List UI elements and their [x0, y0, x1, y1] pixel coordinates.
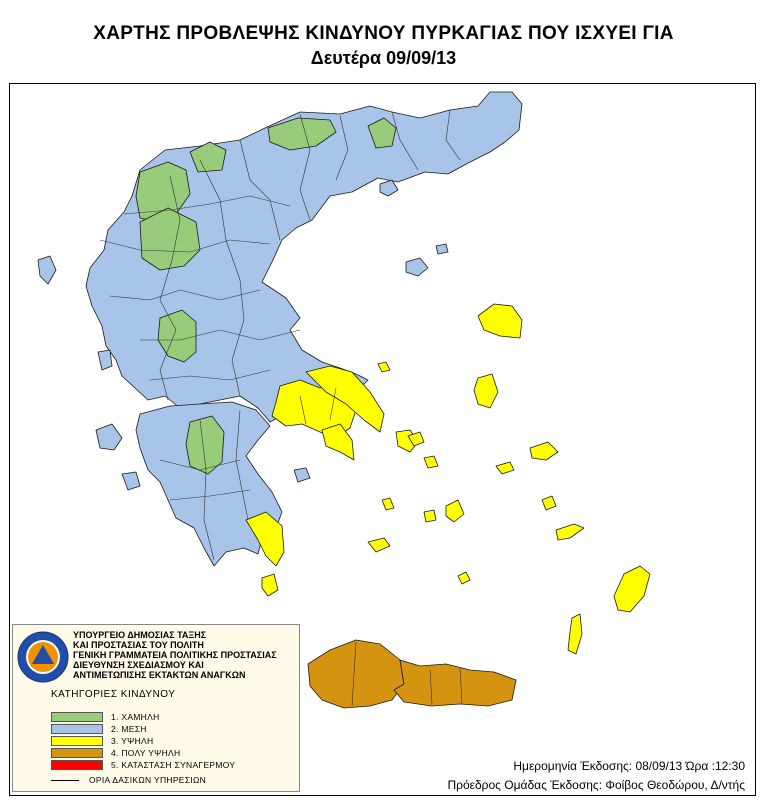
category-label: 4. ΠΟΛΥ ΥΨΗΛΗ [111, 747, 181, 758]
island-thasos [380, 180, 398, 196]
swatch-high [51, 736, 103, 746]
island-chios [474, 374, 498, 408]
categories-title: ΚΑΤΗΓΟΡΙΕΣ ΚΙΝΔΥΝΟΥ [51, 689, 176, 700]
island-kefalonia [96, 424, 122, 450]
island-rhodes [614, 566, 650, 612]
category-label: 1. ΧΑΜΗΛΗ [111, 711, 160, 722]
swatch-very-high [51, 748, 103, 758]
category-medium [51, 723, 147, 734]
island-aegina [294, 468, 310, 482]
category-label: 5. ΚΑΤΑΣΤΑΣΗ ΣΥΝΑΓΕΡΜΟΥ [111, 759, 236, 770]
swatch-medium [51, 724, 103, 734]
ministry-line: ΥΠΟΥΡΓΕΙΟ ΔΗΜΟΣΙΑΣ ΤΑΞΗΣ [73, 630, 207, 640]
island-lemnos [406, 258, 428, 276]
island-samothraki [436, 244, 448, 254]
category-alert [51, 759, 235, 770]
ministry-block [73, 630, 277, 680]
category-label: 3. ΥΨΗΛΗ [111, 735, 154, 746]
legend-panel [12, 624, 300, 792]
island-skiathos [378, 362, 390, 372]
island-corfu [38, 256, 56, 284]
island-zakynthos [122, 472, 140, 490]
island-naxos [446, 500, 464, 522]
island-milos [368, 538, 390, 552]
island-leros [542, 496, 556, 510]
island-santorini [458, 572, 470, 584]
swatch-alert [51, 760, 103, 770]
civil-protection-logo [17, 631, 69, 683]
ministry-line: ΔΙΕΥΘΥΝΣΗ ΣΧΕΔΙΑΣΜΟΥ ΚΑΙ [73, 660, 204, 670]
island-lesvos [478, 304, 522, 338]
border-line-symbol [51, 780, 79, 781]
ministry-line: ΑΝΤΙΜΕΤΩΠΙΣΗΣ ΕΚΤΑΚΤΩΝ ΑΝΑΓΚΩΝ [73, 670, 246, 680]
issue-date: Ημερομηνία Έκδοσης: 08/09/13 Ώρα :12:30 [513, 759, 745, 773]
forest-border-legend [51, 775, 206, 785]
island-samos [530, 442, 558, 460]
category-low [51, 711, 160, 722]
map-subtitle: Δευτέρα 09/09/13 [310, 48, 457, 68]
category-very-high [51, 747, 180, 758]
island-paros [424, 510, 436, 522]
swatch-low [51, 712, 103, 722]
category-label: 2. ΜΕΣΗ [111, 723, 147, 734]
island-kythira [262, 574, 278, 596]
category-high [51, 735, 153, 746]
island-kos [556, 524, 584, 540]
issue-signature: Πρόεδρος Ομάδας Έκδοσης: Φοίβος Θεοδώρου, Δ/ντής [447, 778, 745, 792]
map-title: ΧΑΡΤΗΣ ΠΡΟΒΛΕΨΗΣ ΚΙΝΔΥΝΟΥ ΠΥΡΚΑΓΙΑΣ ΠΟΥ ΙΣΧΥΕΙ ΓΙΑ [93, 23, 674, 44]
ministry-line: ΓΕΝΙΚΗ ΓΡΑΜΜΑΤΕΙΑ ΠΟΛΙΤΙΚΗΣ ΠΡΟΣΤΑΣΙΑΣ [73, 650, 277, 660]
island-ikaria [496, 462, 514, 474]
island-kythnos [382, 498, 394, 510]
region-crete-east [394, 660, 516, 706]
ministry-line: ΚΑΙ ΠΡΟΣΤΑΣΙΑΣ ΤΟΥ ΠΟΛΙΤΗ [73, 640, 204, 650]
island-karpathos [568, 614, 582, 654]
island-lefkada [98, 350, 112, 370]
region-high-attica [322, 424, 354, 460]
island-tinos [424, 456, 438, 468]
border-label: ΟΡΙΑ ΔΑΣΙΚΩΝ ΥΠΗΡΕΣΙΩΝ [89, 775, 207, 785]
region-crete-west [308, 640, 404, 708]
